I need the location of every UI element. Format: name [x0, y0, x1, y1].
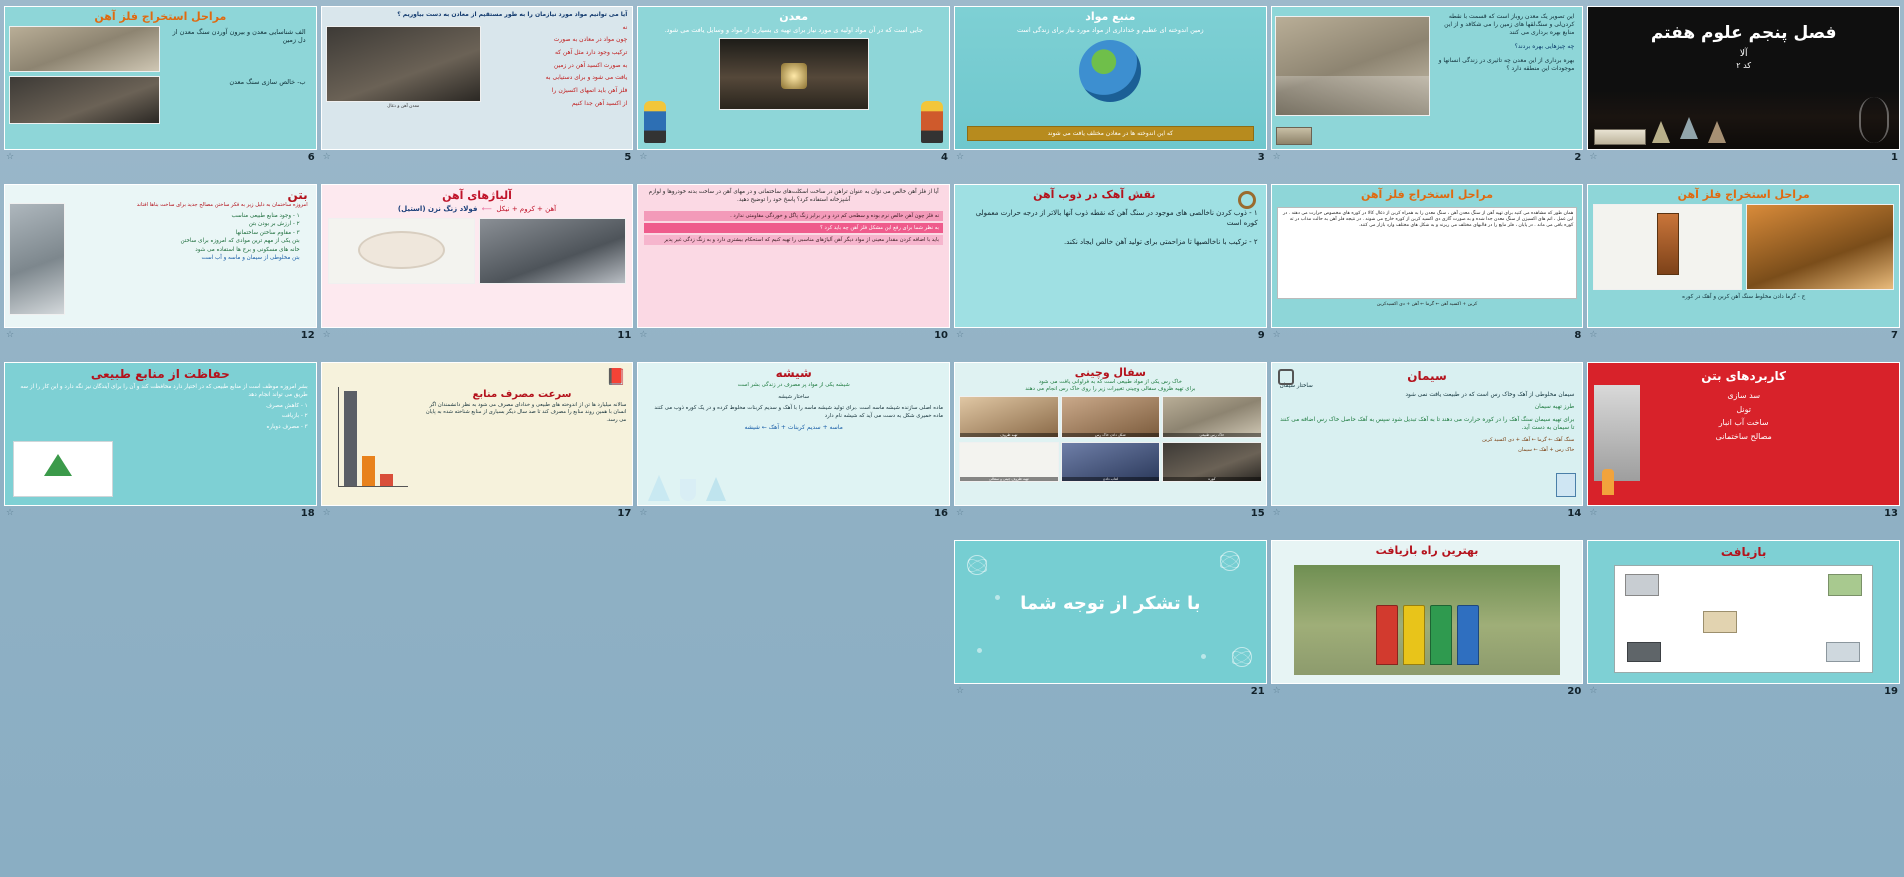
- animation-star-icon: ☆: [6, 507, 15, 518]
- slide-cell-13[interactable]: [1587, 362, 1900, 534]
- slide-10-question: آیا از فلز آهن خالص می توان به عنوان تراهن در ساخت اسکلت‌های ساختمانی و در مهای آهن در ساخت بدنه خودروها و لوازم آشپزخانه استفاده کرد؟ پاسخ خود را توضیح دهید.: [648, 189, 939, 203]
- slide-18-item-2: ۳ - مصرف دوباره: [266, 423, 308, 430]
- animation-star-icon: ☆: [6, 151, 15, 162]
- slide-14-equation-2: خاک رس + آهک ← سیمان: [1518, 446, 1575, 453]
- pottery-wheel-photo: [959, 396, 1059, 438]
- slide-cell-14[interactable]: [1271, 362, 1584, 534]
- slide-cell-3[interactable]: [954, 6, 1267, 178]
- slide-meta-11: [321, 328, 634, 342]
- photo-caption: شکل دادن خاک رس: [1062, 433, 1160, 437]
- slide-meta-1: [1587, 150, 1900, 164]
- miner-figure-icon: [921, 101, 943, 143]
- slide-12-item-1: ۲ - ارزش بر بودن بتن: [248, 221, 300, 228]
- slide-18-title: حفاظت از منابع طبیعی: [90, 367, 230, 381]
- slide-meta-21: [954, 684, 1267, 698]
- finished-ceramics-photo: [959, 442, 1059, 482]
- slide-16-equation: ماسه + سدیم کربنات + آهک ← شیشه: [744, 424, 843, 432]
- slide-18-item-1: ۲ - بازیافت: [281, 413, 308, 420]
- recycling-bin: [1403, 605, 1425, 665]
- slide-15-sub-2: برای تهیه ظروف سفالی وچینی تغییرات زیر را روی خاک رس انجام می دهند: [1025, 386, 1196, 393]
- animation-star-icon: ☆: [322, 507, 331, 518]
- slide-8-paragraph: همان طور که مشاهده می کنید برای تهیه آهن از سنگ معدن آهن ، سنگ معدن را به همراه کربن از ذغال کالا در کوره های مخصوص حرارت می دهند . در این عمل ، اتم های اکسیژن از سنگ معدن جدا شده و به صورت گازی دی اکسید کربن از کوره خارج می شوند . در نتیجه فلز آهن به حالت مذاب در ته کوره باقی می ماند . در پایان ، فلز مایع را در قالبهای مختلف می ریزند و به شکل های مختلف وارد بازار می کنند.: [1277, 207, 1578, 299]
- animation-star-icon: ☆: [1272, 151, 1281, 162]
- slide-5-point-1: ترکیب وجود دارد مثل آهن که: [554, 49, 628, 57]
- slide-3-band: که این اندوخته ها در معادن مختلف یافت می شوند: [967, 126, 1254, 141]
- photo-caption: خاک رس طبیعی: [1163, 433, 1261, 437]
- recycling-bin: [1430, 605, 1452, 665]
- animation-star-icon: ☆: [639, 507, 648, 518]
- slide-thumbnail-20[interactable]: [1271, 540, 1584, 684]
- decorative-dot: [995, 595, 1000, 600]
- slide-number: 21: [1250, 685, 1265, 697]
- slide-cell-21[interactable]: [954, 540, 1267, 712]
- slide-1-line3: کد ۲: [1736, 61, 1752, 70]
- animation-star-icon: ☆: [1589, 151, 1598, 162]
- photo-caption: لعاب دادن: [1062, 477, 1160, 481]
- slide-number: 12: [300, 329, 315, 341]
- slide-3-title: منبع مواد: [1085, 10, 1136, 23]
- dishes-photo: [328, 218, 475, 284]
- slide-cell-16[interactable]: [637, 362, 950, 534]
- slide-11-equation-right: فولاد زنگ نزن (استیل): [397, 205, 478, 213]
- slide-grid: [4, 6, 1900, 712]
- slide-6-title: مراحل استخراج فلز آهن: [94, 10, 227, 23]
- slide-5-point-2: به صورت اکسید آهن در زمین: [553, 61, 628, 69]
- atom-icon: [1232, 647, 1252, 667]
- animation-star-icon: ☆: [639, 151, 648, 162]
- slide-meta-9: [954, 328, 1267, 342]
- slide-meta-13: [1587, 506, 1900, 520]
- slide-cell-7[interactable]: [1587, 184, 1900, 356]
- slide-number: 6: [307, 151, 315, 163]
- slide-20-title: بهترین راه بازیافت: [1375, 544, 1479, 557]
- animation-star-icon: ☆: [322, 151, 331, 162]
- slide-meta-19: [1587, 684, 1900, 698]
- slide-5-point-0: چون مواد در معادن به صورت: [553, 36, 628, 44]
- slide-thumbnail-2[interactable]: [1271, 6, 1584, 150]
- slide-meta-5: [321, 150, 634, 164]
- slide-12-intro: امروزه ساختمان به دلیل زیر به فکر ساختن مصالح جدید برای ساخت بناها افتاند: [136, 202, 308, 208]
- slide-6-point-2: ب- خالص سازی سنگ معدن: [229, 78, 306, 86]
- slide-thumbnail-17[interactable]: [321, 362, 634, 506]
- slide-number: 20: [1567, 685, 1582, 697]
- slide-9-line-1: ۱ - ذوب کردن ناخالصی های موجود در سنگ آهن که نقطه ذوب آنها بالاتر از درجه حرارت معمولی کوره است: [975, 208, 1258, 228]
- animation-star-icon: ☆: [322, 329, 331, 340]
- slide-7-title: مراحل استخراج فلز آهن: [1677, 188, 1810, 201]
- beaker-icon: [1556, 473, 1576, 497]
- slide-thumbnail-14[interactable]: [1271, 362, 1584, 506]
- slide-cell-9[interactable]: [954, 184, 1267, 356]
- slide-13-item-0: سد سازی: [1727, 391, 1761, 400]
- slide-number: 16: [934, 507, 949, 519]
- slide-meta-2: [1271, 150, 1584, 164]
- slide-cell-5[interactable]: [321, 6, 634, 178]
- recycling-illustration: [13, 441, 113, 497]
- glassware-illustration: [648, 475, 726, 501]
- slide-6-point-1: الف شناسایی معدن و بیرون آوردن سنگ معدن از دل زمین: [172, 28, 306, 44]
- slide-cell-10[interactable]: [637, 184, 950, 356]
- slide-thumbnail-9[interactable]: [954, 184, 1267, 328]
- slide-number: 19: [1884, 685, 1898, 697]
- slide-thumbnail-21[interactable]: [954, 540, 1267, 684]
- slide-16-title: شیشه: [775, 366, 812, 380]
- slide-meta-20: [1271, 684, 1584, 698]
- recycling-flow-diagram: [1614, 565, 1873, 673]
- slide-13-item-1: تونل: [1736, 404, 1751, 414]
- iron-ore-mine-photo: [326, 26, 481, 102]
- recycling-bin: [1376, 605, 1398, 665]
- book-icon: [1594, 129, 1646, 145]
- slide-10-prompt-bar: به نظر شما برای رفع این مشکل فلز آهن چه باید کرد ؟: [644, 223, 943, 233]
- slide-18-item-0: ۱ - کاهش مصرف: [266, 402, 308, 409]
- slide-meta-17: [321, 506, 634, 520]
- slide-13-title: کاربردهای بتن: [1701, 369, 1787, 383]
- resource-consumption-bar-chart: [328, 379, 412, 497]
- slide-thumbnail-1[interactable]: [1587, 6, 1900, 150]
- slide-number: 1: [1891, 151, 1898, 163]
- glazing-photo: [1061, 442, 1161, 482]
- slide-cell-15[interactable]: [954, 362, 1267, 534]
- slide-cell-12[interactable]: [4, 184, 317, 356]
- slide-14-title: سیمان: [1407, 369, 1447, 383]
- slide-number: 14: [1567, 507, 1582, 519]
- slide-12-item-3: بتن یکی از مهم ترین موادی که امروزه برای ساختن: [180, 238, 300, 245]
- slide-cell-2[interactable]: [1271, 6, 1584, 178]
- slide-5-question: آیا می توانیم مواد مورد نیازمان را به طور مستقیم از معادن به دست بیاوریم ؟: [397, 11, 628, 18]
- mining-site-photo: [9, 26, 160, 72]
- animation-star-icon: ☆: [6, 329, 15, 340]
- slide-thumbnail-3[interactable]: [954, 6, 1267, 150]
- slide-number: 5: [624, 151, 632, 163]
- slide-number: 15: [1250, 507, 1265, 519]
- slide-14-paragraph-2: برای تهیه سیمان سنگ آهک را در کوره حرارت می دهند تا به آهک تبدیل شود سپس به آهک حاصل خاک رس اضافه می کنند تا سیمان به دست آید.: [1280, 416, 1575, 432]
- slide-thumbnail-12[interactable]: [4, 184, 317, 328]
- slide-number: 8: [1574, 329, 1582, 341]
- slide-19-title: بازیافت: [1720, 545, 1767, 559]
- slide-cell-11[interactable]: [321, 184, 634, 356]
- slide-thumbnail-5[interactable]: [321, 6, 634, 150]
- slide-13-item-2: ساخت آب انبار: [1718, 418, 1769, 428]
- slide-thumbnail-10[interactable]: [637, 184, 950, 328]
- slide-14-heading-1: ساختار سیمان: [1279, 383, 1313, 389]
- slide-cell-20[interactable]: [1271, 540, 1584, 712]
- clay-photo: [1162, 396, 1262, 438]
- slide-4-subtitle: جایی است که در آن مواد اولیه ی مورد نیاز برای تهیه ی بسیاری از مواد و وسایل یافت می شود.: [664, 25, 923, 34]
- photo-caption: تهیه ظروف: [960, 433, 1058, 437]
- slide-15-sub-1: خاک رس یکی از مواد طبیعی است که به فراوانی یافت می شود: [1038, 379, 1182, 385]
- slide-2-body2: چه چیزهایی بهره بردند؟: [1514, 43, 1575, 51]
- slide-meta-8: [1271, 328, 1584, 342]
- slide-15-title: سفال وچینی: [1074, 366, 1146, 379]
- mine-tunnel-photo: [719, 38, 869, 110]
- animation-star-icon: ☆: [1272, 507, 1281, 518]
- worker-figure-icon: [1602, 469, 1614, 495]
- ore-processing-photo: [9, 76, 160, 124]
- slide-thumbnail-16[interactable]: [637, 362, 950, 506]
- slide-meta-12: [4, 328, 317, 342]
- slide-meta-16: [637, 506, 950, 520]
- slide-9-line-2: ۲ - ترکیب با ناخالصیها تا مزاحمتی برای تولید آهن خالص ایجاد نکند.: [1063, 238, 1258, 247]
- concrete-wall-image: [1594, 385, 1640, 481]
- chemistry-art-decoration: [1588, 91, 1899, 149]
- slide-12-item-5: بتن مخلوطی از سیمان و ماسه و آب است: [201, 254, 300, 261]
- slide-thumbnail-4[interactable]: [637, 6, 950, 150]
- slide-17-paragraph: سالانه میلیارد ها تن از اندوخته های طبیعی و خدادای مصرف می شود به نظر دانشمندان اگر انسان با همین روند منابع را مصرف کند تا صد سال دیگر بسیاری از منابع شناخته شده به پایان می رسد.: [425, 402, 627, 423]
- slide-cell-17[interactable]: [321, 362, 634, 534]
- slide-thumbnail-8[interactable]: [1271, 184, 1584, 328]
- recycling-bin: [1457, 605, 1479, 665]
- slide-cell-19[interactable]: [1587, 540, 1900, 712]
- slide-meta-10: [637, 328, 950, 342]
- slide-cell-1[interactable]: [1587, 6, 1900, 178]
- slide-7-caption: ج - گرما دادن مخلوط سنگ آهن کربن و آهک در کوره: [1682, 294, 1806, 300]
- earth-globe-image: [1079, 40, 1141, 102]
- slide-10-answer-bar: نه فلز چون آهن خالص نرم بوده و سطحی کم ذرد و در برابر زنگ پاگل و خوردگی مقاومتی ندارد .: [644, 211, 943, 221]
- slide-12-item-2: ۳ - مقاوم ساختن ساختمانها: [235, 229, 300, 236]
- slide-2-body3: بهره برداری از این معدن چه تاثیری در زندگی انسانها و موجودات این منطقه دارد ؟: [1438, 57, 1575, 73]
- slide-number: 18: [300, 507, 315, 519]
- slide-thumbnail-6[interactable]: [4, 6, 317, 150]
- photo-caption: تهیه ظروف چینی و سفالی: [960, 477, 1058, 481]
- animation-star-icon: ☆: [1272, 329, 1281, 340]
- animation-star-icon: ☆: [956, 507, 965, 518]
- slide-number: 2: [1574, 151, 1582, 163]
- slide-cell-8[interactable]: [1271, 184, 1584, 356]
- slide-meta-3: [954, 150, 1267, 164]
- slide-thumbnail-11[interactable]: آلیاژهای آهن آهن + کروم + نیکل ⟵ فولاد زنگ نزن (استیل): [321, 184, 634, 328]
- slide-12-title: بتن: [287, 188, 308, 202]
- slide-cell-6[interactable]: [4, 6, 317, 178]
- slide-16-paragraph-2: ماده اصلی سازنده شیشه ماسه است .برای تولید شیشه ماسه را با آهک و سدیم کربنات مخلوط کرده و در یک کوره ذوب می کنند ماده خمیری شکل به دست می آید که شیشه نام دارد: [654, 405, 944, 419]
- animation-star-icon: ☆: [1589, 685, 1598, 696]
- photo-caption: کوره: [1163, 477, 1261, 481]
- slide-5-caption: معدن آهن و ذغال: [387, 103, 420, 109]
- slide-thumbnail-19[interactable]: [1587, 540, 1900, 684]
- slide-number: 4: [941, 151, 949, 163]
- slide-5-point-4: فلز آهن باید اتمهای اکسیژن را: [551, 87, 628, 95]
- slide-meta-14: [1271, 506, 1584, 520]
- atom-icon: [1220, 551, 1240, 571]
- flask-icon: [1680, 117, 1698, 139]
- slide-thumbnail-15[interactable]: [954, 362, 1267, 506]
- slide-number: 13: [1884, 507, 1898, 519]
- blast-furnace-photo: [1746, 204, 1894, 290]
- slide-12-item-0: ۱ - وجود منابع طبیعی مناسب: [231, 213, 300, 219]
- slide-number: 10: [934, 329, 949, 341]
- furnace-diagram: [1593, 204, 1741, 290]
- slide-8-title: مراحل استخراج فلز آهن: [1360, 188, 1494, 201]
- slide-10-solution-bar: باید با اضافه کردن مقدار معینی از مواد دیگر آهن آلیاژهای مناسبی را تهیه کنیم که استحکام بیشتری دارد و به زنگ زدگی غیر پذیر: [644, 235, 943, 245]
- animation-star-icon: ☆: [639, 329, 648, 340]
- slide-5-answer: نه: [622, 23, 628, 31]
- slide-thumbnail-7[interactable]: [1587, 184, 1900, 328]
- slide-thumbnail-13[interactable]: [1587, 362, 1900, 506]
- slide-13-item-3: مصالح ساختمانی: [1715, 431, 1772, 441]
- animation-star-icon: ☆: [956, 685, 965, 696]
- slide-11-equation-left: آهن + کروم + نیکل: [496, 205, 557, 213]
- atom-icon: [967, 555, 987, 575]
- slide-4-title: معدن: [779, 10, 809, 23]
- slide-9-title: نقش آهک در ذوب آهن: [1033, 188, 1156, 201]
- slide-cell-4[interactable]: [637, 6, 950, 178]
- open-pit-mine-photo: [1275, 16, 1430, 116]
- flask-icon: [1652, 121, 1670, 143]
- slide-14-paragraph-1: سیمان مخلوطی از آهک وخاک رس است که در طبیعت یافت نمی شود: [1405, 392, 1575, 398]
- slide-number: 11: [617, 329, 632, 341]
- slide-cell-18[interactable]: [4, 362, 317, 534]
- slide-number: 3: [1257, 151, 1265, 163]
- slide-number: 9: [1257, 329, 1265, 341]
- slide-11-title: آلیاژهای آهن: [442, 189, 512, 202]
- shaping-clay-photo: [1061, 396, 1161, 438]
- animation-star-icon: ☆: [1272, 685, 1281, 696]
- decorative-dot: [977, 648, 982, 653]
- slide-12-item-4: خانه های مسکونی و برج ها استفاده می شود: [195, 246, 300, 253]
- slide-2-body: این تصویر یک معدن روباز است که قسمت با نقطه کردن‌لی و سنگ‌لقها های زمین را می شکافد و از این منابع بهره برداری می کنند: [1444, 13, 1575, 37]
- slide-meta-7: [1587, 328, 1900, 342]
- book-icon: [1276, 127, 1312, 145]
- slide-meta-4: [637, 150, 950, 164]
- miner-figure-icon: [644, 101, 666, 143]
- building-photo: [9, 203, 65, 315]
- slide-thumbnail-18[interactable]: [4, 362, 317, 506]
- animation-star-icon: ☆: [956, 329, 965, 340]
- slide-number: 17: [617, 507, 632, 519]
- slide-14-equation-1: سنگ آهک ← گرما ← آهک + دی اکسید کربن: [1482, 436, 1575, 443]
- slide-5-point-5: از اکسید آهن جدا کنیم: [571, 99, 628, 107]
- slide-14-heading-2: طرز تهیه سیمان: [1534, 404, 1575, 411]
- slide-1-title: فصل پنجم علوم هفتم: [1650, 23, 1837, 43]
- dna-icon: [1859, 97, 1889, 143]
- flask-icon: [1708, 121, 1726, 143]
- slide-5-point-3: یافت می شود و برای دستیابی به: [545, 74, 628, 82]
- slide-meta-15: [954, 506, 1267, 520]
- microscope-icon: [1278, 369, 1294, 385]
- cutlery-photo: [479, 218, 626, 284]
- slide-18-paragraph: بشر امروزه موظف است از منابع طبیعی که در اختیار دارد محافظت کند و آن را برای آیندگان نیز نگه دارد و این کار را از سه طریق می تواند انجام دهد: [20, 384, 308, 399]
- kiln-photo: [1162, 442, 1262, 482]
- slide-meta-18: [4, 506, 317, 520]
- slide-16-heading: ساختار شیشه: [778, 393, 810, 400]
- recycling-bins-photo: [1294, 565, 1561, 675]
- slide-number: 7: [1891, 329, 1898, 341]
- animation-star-icon: ☆: [956, 151, 965, 162]
- decorative-dot: [1201, 654, 1206, 659]
- slide-21-thanks: با تشکر از توجه شما: [1020, 593, 1201, 614]
- slide-8-equation: کربن + اکسید آهن ← گرما ← آهن + دی اکسیدکربن: [1376, 302, 1478, 307]
- slide-3-subtitle: زمین اندوخته ای عظیم و خداداری از مواد مورد نیاز برای زندگی است: [1016, 25, 1204, 34]
- slide-1-line2: آلا: [1739, 49, 1748, 59]
- animation-star-icon: ☆: [1589, 329, 1598, 340]
- slide-16-paragraph-1: شیشه یکی از مواد پر مصرف در زندگی بشر است: [737, 382, 850, 388]
- slide-17-title: سرعت مصرف منابع: [472, 389, 572, 400]
- book-icon: 📕: [606, 367, 627, 386]
- magnifier-icon: [1238, 191, 1256, 209]
- slide-meta-6: [4, 150, 317, 164]
- animation-star-icon: ☆: [1589, 507, 1598, 518]
